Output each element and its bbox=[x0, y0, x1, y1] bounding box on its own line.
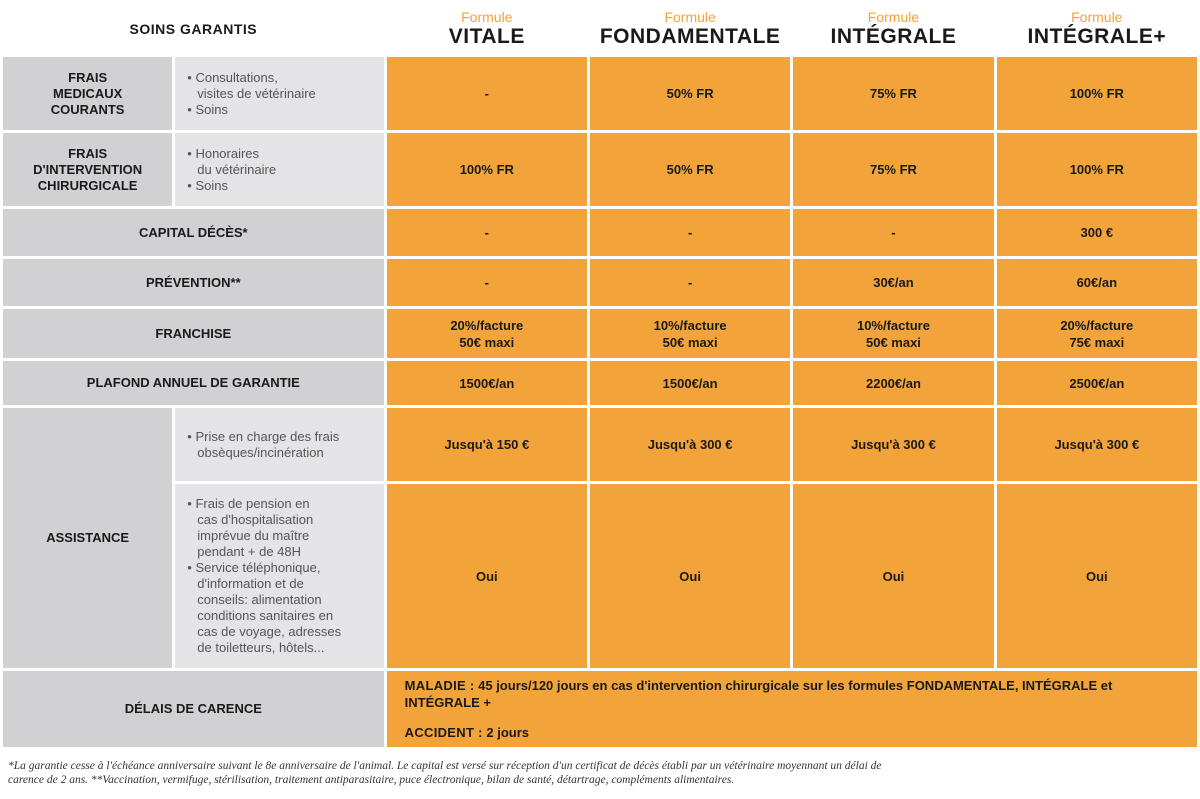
value-cell: Oui bbox=[997, 484, 1197, 668]
value-line: 20%/facture bbox=[450, 317, 524, 333]
value-line: 50€ maxi bbox=[459, 334, 515, 350]
value-cell bbox=[997, 309, 1197, 358]
row-assistance-obseques bbox=[3, 408, 1197, 481]
value-cell: Jusqu'à 150 € bbox=[387, 408, 587, 481]
value-cell: Oui bbox=[387, 484, 587, 668]
row-label: CAPITAL DÉCÈS* bbox=[3, 209, 384, 256]
formula-prefix: Formule bbox=[867, 8, 920, 25]
value-cell: 75% FR bbox=[793, 57, 993, 130]
formula-prefix: Formule bbox=[461, 8, 513, 25]
value-cell bbox=[590, 309, 790, 358]
soins-garantis-heading: SOINS GARANTIS bbox=[129, 20, 258, 37]
row-description bbox=[175, 408, 383, 481]
value-line: 75€ maxi bbox=[1069, 334, 1125, 350]
value-cell: Jusqu'à 300 € bbox=[997, 408, 1197, 481]
value-line: 50€ maxi bbox=[865, 334, 921, 350]
value-cell: 60€/an bbox=[997, 259, 1197, 306]
carence-details bbox=[387, 671, 1197, 747]
maladie-key: MALADIE : bbox=[404, 678, 475, 693]
value-line: 10%/facture bbox=[856, 317, 930, 333]
row-label bbox=[3, 133, 172, 206]
header-row bbox=[3, 3, 1197, 54]
label-line: FRAIS bbox=[68, 69, 108, 85]
row-label: DÉLAIS DE CARENCE bbox=[3, 671, 384, 747]
value-cell: - bbox=[387, 209, 587, 256]
footnote bbox=[8, 759, 1193, 787]
row-label bbox=[3, 57, 172, 130]
formula-vitale-header bbox=[387, 3, 587, 54]
desc-item: de toiletteurs, hôtels... bbox=[197, 640, 325, 655]
row-label: PLAFOND ANNUEL DE GARANTIE bbox=[3, 361, 384, 405]
label-line: FRAIS bbox=[68, 145, 108, 161]
footnote-line: carence de 2 ans. **Vaccination, vermifuge, stérilisation, traitement antiparasitaire, puce électronique, bilan de santé, détartrage, compléments alimentaires. bbox=[8, 774, 735, 786]
row-plafond bbox=[3, 361, 1197, 405]
value-cell bbox=[387, 309, 587, 358]
desc-item: cas d'hospitalisation bbox=[197, 512, 314, 527]
formula-name: INTÉGRALE+ bbox=[1027, 24, 1167, 48]
desc-item: • Soins bbox=[187, 177, 228, 193]
desc-item: pendant + de 48H bbox=[197, 544, 302, 559]
label-line: COURANTS bbox=[50, 101, 125, 117]
maladie-text: 45 jours/120 jours en cas d'intervention chirurgicale sur les formules FONDAMENTALE, INTÉGRALE et INTÉGRALE + bbox=[404, 678, 1113, 710]
value-cell bbox=[793, 309, 993, 358]
value-cell: 300 € bbox=[997, 209, 1197, 256]
label-line: D'INTERVENTION bbox=[33, 161, 143, 177]
value-cell: Oui bbox=[590, 484, 790, 668]
value-cell: 75% FR bbox=[793, 133, 993, 206]
desc-item: • Service téléphonique, bbox=[187, 560, 321, 575]
row-franchise bbox=[3, 309, 1197, 358]
accident-key: ACCIDENT : bbox=[404, 725, 483, 740]
formula-fondamentale-header bbox=[590, 3, 790, 54]
value-cell: - bbox=[590, 259, 790, 306]
value-cell: Jusqu'à 300 € bbox=[793, 408, 993, 481]
desc-item: • Consultations, bbox=[187, 69, 278, 85]
accident-text: 2 jours bbox=[486, 725, 529, 740]
value-line: 50€ maxi bbox=[662, 334, 718, 350]
formula-integrale-plus-header bbox=[997, 3, 1197, 54]
value-cell: 50% FR bbox=[590, 57, 790, 130]
row-label: PRÉVENTION** bbox=[3, 259, 384, 306]
formula-integrale-header bbox=[793, 3, 993, 54]
value-cell: 2200€/an bbox=[793, 361, 993, 405]
desc-item: visites de vétérinaire bbox=[197, 85, 316, 101]
value-line: 10%/facture bbox=[653, 317, 727, 333]
row-prevention bbox=[3, 259, 1197, 306]
desc-item: • Prise en charge des frais bbox=[187, 428, 340, 444]
desc-item: • Honoraires bbox=[187, 145, 260, 161]
value-cell: - bbox=[387, 57, 587, 130]
desc-item: • Soins bbox=[187, 101, 228, 117]
desc-item: conditions sanitaires en bbox=[197, 608, 334, 623]
desc-item: d'information et de bbox=[197, 576, 304, 591]
row-assistance-pension bbox=[3, 484, 1197, 668]
row-capital-deces bbox=[3, 209, 1197, 256]
value-cell: 50% FR bbox=[590, 133, 790, 206]
row-frais-medicaux bbox=[3, 57, 1197, 130]
desc-item: • Frais de pension en bbox=[187, 496, 310, 511]
value-cell: - bbox=[387, 259, 587, 306]
desc-item: obsèques/incinération bbox=[197, 444, 324, 460]
label-line: MEDICAUX bbox=[52, 85, 123, 101]
label-line: CHIRURGICALE bbox=[37, 177, 138, 193]
formula-prefix: Formule bbox=[664, 8, 716, 25]
value-cell: 1500€/an bbox=[590, 361, 790, 405]
value-cell: Jusqu'à 300 € bbox=[590, 408, 790, 481]
desc-item: du vétérinaire bbox=[197, 161, 277, 177]
value-cell: 100% FR bbox=[997, 57, 1197, 130]
value-cell: 100% FR bbox=[997, 133, 1197, 206]
formula-prefix: Formule bbox=[1071, 8, 1123, 25]
desc-item: conseils: alimentation bbox=[197, 592, 322, 607]
footnote-line: *La garantie cesse à l'échéance anniversaire suivant le 8e anniversaire de l'animal. Le capital est versé sur réception d'un certificat de décès établi par un vétérinaire moyennant un délai de bbox=[8, 760, 882, 772]
row-description bbox=[175, 57, 383, 130]
row-label: FRANCHISE bbox=[3, 309, 384, 358]
row-frais-intervention bbox=[3, 133, 1197, 206]
value-cell: - bbox=[590, 209, 790, 256]
value-cell: 30€/an bbox=[793, 259, 993, 306]
value-cell: - bbox=[793, 209, 993, 256]
value-cell: 2500€/an bbox=[997, 361, 1197, 405]
value-cell: 1500€/an bbox=[387, 361, 587, 405]
value-line: 20%/facture bbox=[1060, 317, 1134, 333]
row-carence bbox=[3, 671, 1197, 747]
value-cell: 100% FR bbox=[387, 133, 587, 206]
desc-item: cas de voyage, adresses bbox=[197, 624, 342, 639]
row-description bbox=[175, 133, 383, 206]
row-description bbox=[175, 484, 383, 668]
value-cell: Oui bbox=[793, 484, 993, 668]
formula-name: VITALE bbox=[448, 24, 525, 48]
row-label: ASSISTANCE bbox=[3, 408, 172, 668]
formula-name: FONDAMENTALE bbox=[599, 24, 781, 48]
desc-item: imprévue du maître bbox=[197, 528, 310, 543]
formula-name: INTÉGRALE bbox=[830, 24, 957, 48]
